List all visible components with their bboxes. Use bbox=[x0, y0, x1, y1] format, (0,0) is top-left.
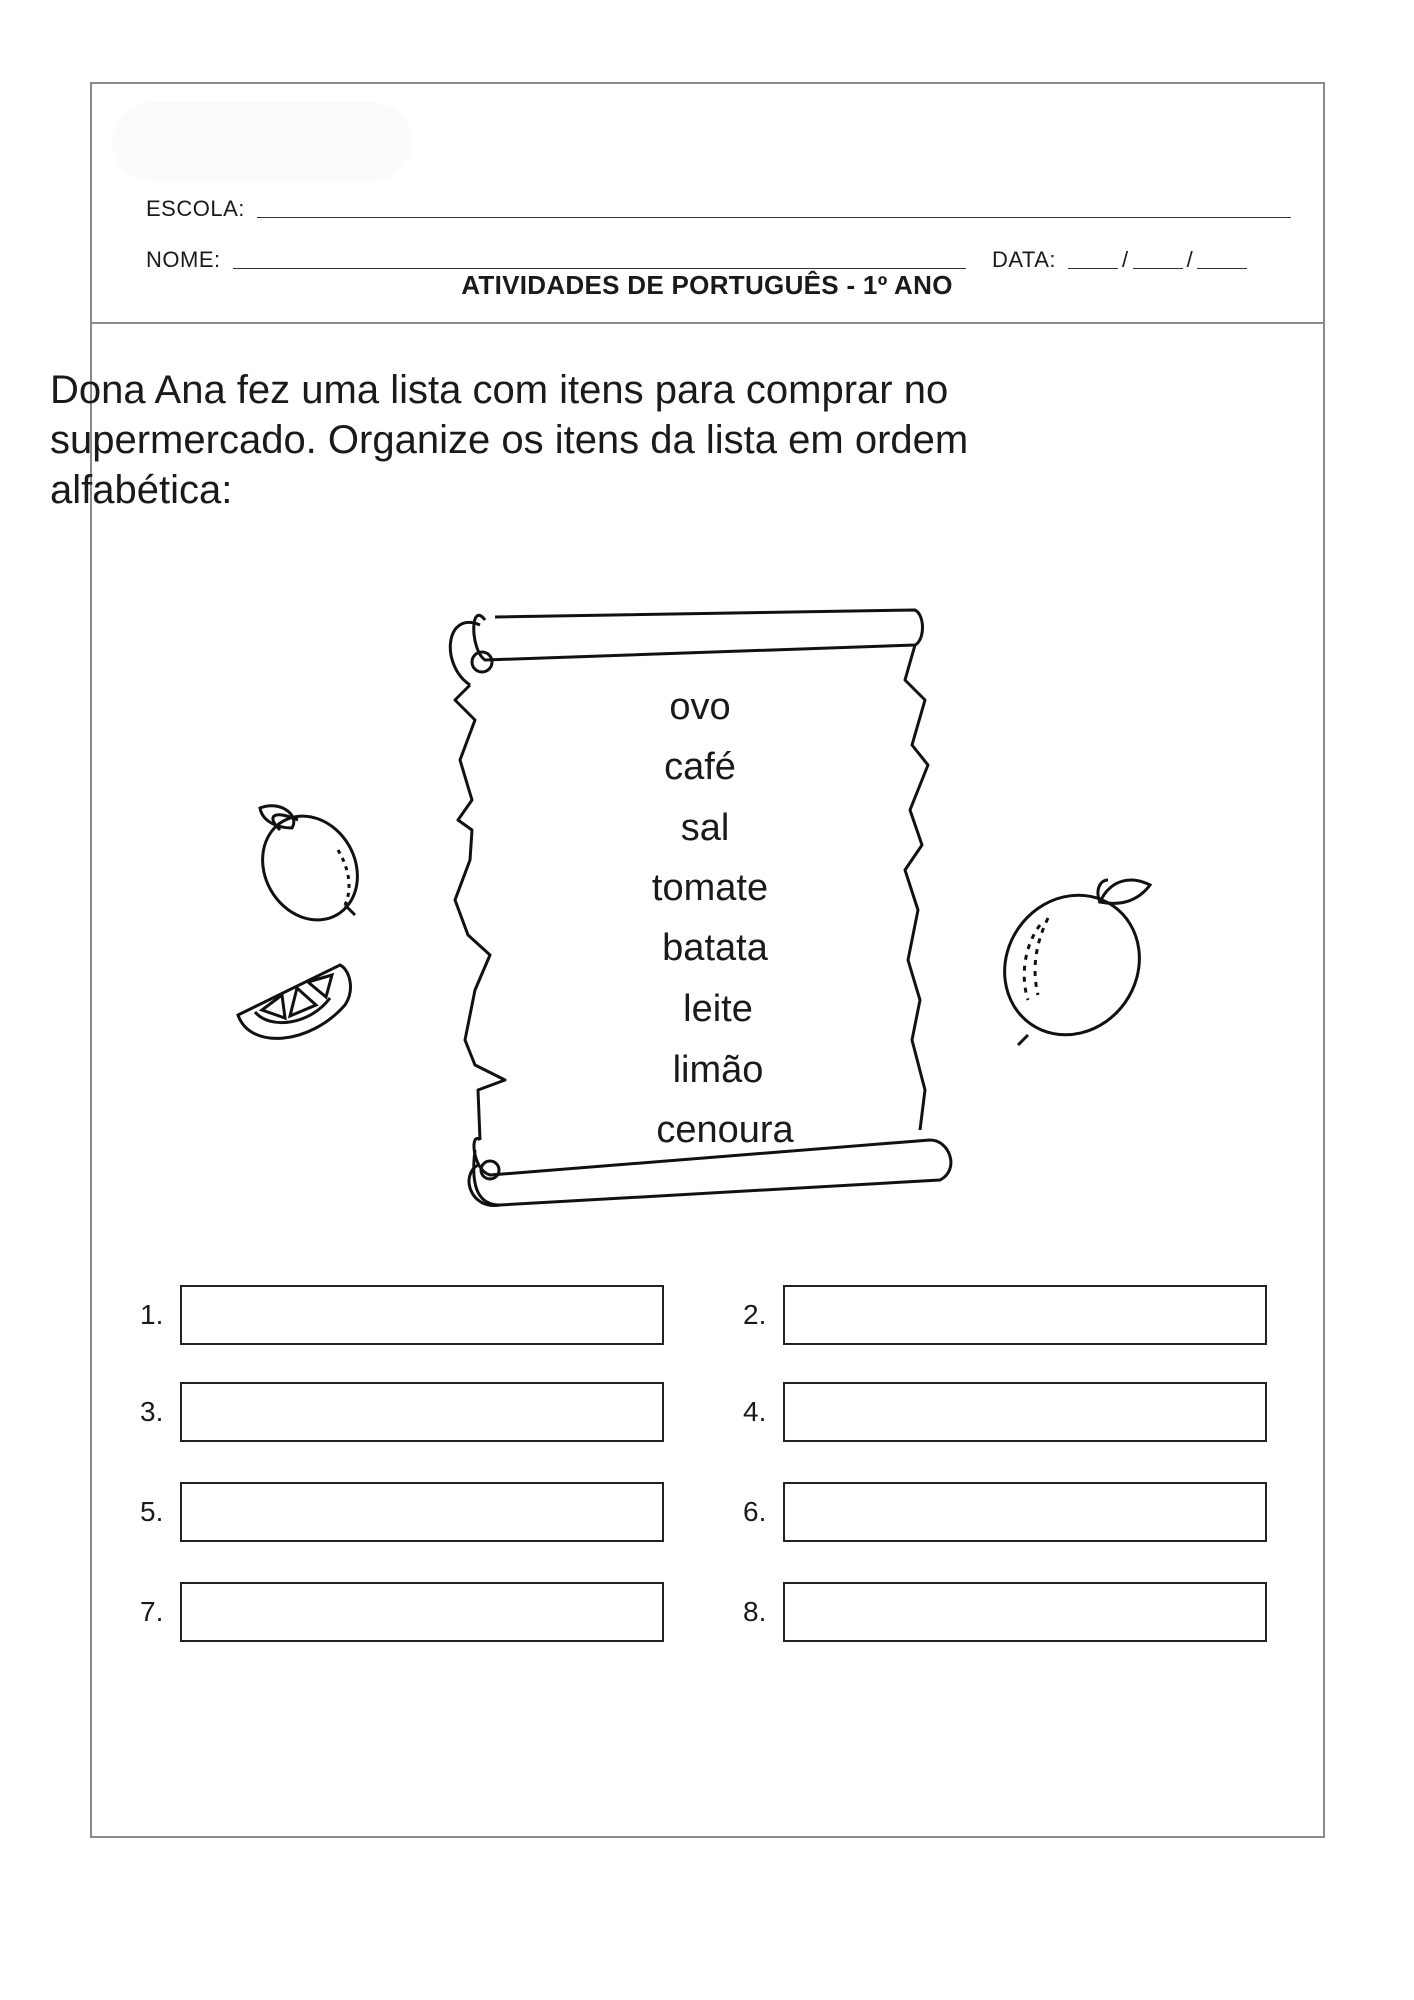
worksheet-title: ATIVIDADES DE PORTUGUÊS - 1º ANO bbox=[461, 270, 953, 300]
answer-number: 5. bbox=[140, 1496, 164, 1527]
list-item: café bbox=[664, 746, 736, 788]
list-item: tomate bbox=[651, 867, 769, 909]
answer-box[interactable] bbox=[783, 1482, 1267, 1542]
date-separator: / bbox=[1122, 247, 1129, 272]
answer-row-8 bbox=[743, 1582, 1267, 1642]
school-label: ESCOLA: bbox=[146, 196, 245, 221]
exercise-prompt: Dona Ana fez uma lista com itens para comprar no supermercado. Organize os itens da lista em ordem alfabética: bbox=[50, 368, 969, 512]
logo-area bbox=[112, 102, 412, 182]
list-item: batata bbox=[662, 927, 768, 969]
name-label: NOME: bbox=[146, 247, 221, 272]
list-item: leite bbox=[683, 988, 753, 1030]
list-item: ovo bbox=[669, 686, 731, 728]
answer-row-2 bbox=[743, 1285, 1267, 1345]
date-year-line[interactable] bbox=[1197, 267, 1247, 269]
name-input-line[interactable] bbox=[233, 267, 966, 269]
answer-box[interactable] bbox=[180, 1382, 664, 1442]
answer-row-3 bbox=[140, 1382, 664, 1442]
date-day-line[interactable] bbox=[1068, 267, 1118, 269]
answer-box[interactable] bbox=[783, 1382, 1267, 1442]
answer-number: 3. bbox=[140, 1396, 164, 1427]
answer-row-1 bbox=[140, 1285, 664, 1345]
date-month-line[interactable] bbox=[1133, 267, 1183, 269]
answer-box[interactable] bbox=[180, 1582, 664, 1642]
answer-row-6 bbox=[743, 1482, 1267, 1542]
answer-row-7 bbox=[140, 1582, 664, 1642]
answer-number: 7. bbox=[140, 1596, 164, 1627]
answer-box[interactable] bbox=[783, 1285, 1267, 1345]
answer-box[interactable] bbox=[180, 1285, 664, 1345]
school-field-row bbox=[146, 196, 1291, 222]
list-item: limão bbox=[672, 1049, 764, 1091]
answer-row-5 bbox=[140, 1482, 664, 1542]
list-item: cenoura bbox=[656, 1109, 794, 1151]
answer-number: 6. bbox=[743, 1496, 767, 1527]
date-label: DATA: bbox=[992, 247, 1057, 272]
answer-box[interactable] bbox=[783, 1582, 1267, 1642]
answer-number: 8. bbox=[743, 1596, 767, 1627]
answer-number: 2. bbox=[743, 1299, 767, 1330]
answer-row-4 bbox=[743, 1382, 1267, 1442]
list-item: sal bbox=[680, 807, 730, 849]
date-separator: / bbox=[1186, 247, 1194, 272]
answer-number: 1. bbox=[140, 1299, 164, 1330]
answer-number: 4. bbox=[743, 1396, 767, 1427]
answer-box[interactable] bbox=[180, 1482, 664, 1542]
school-input-line[interactable] bbox=[257, 216, 1291, 218]
